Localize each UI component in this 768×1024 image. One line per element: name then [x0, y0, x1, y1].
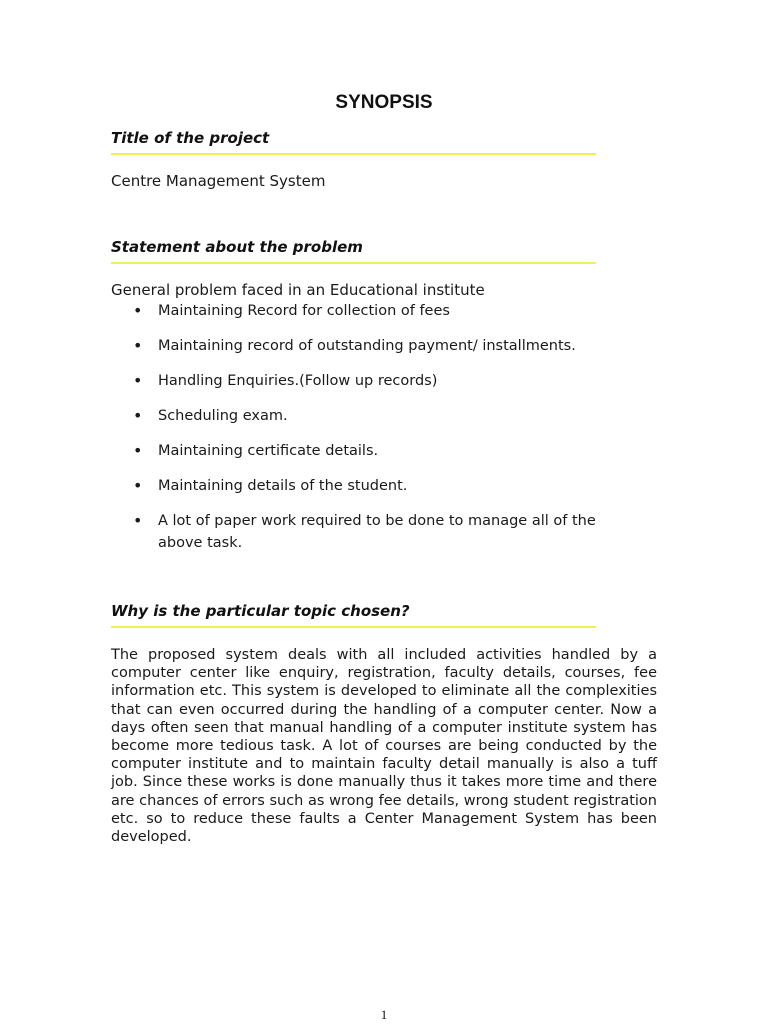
project-name: Centre Management System [111, 172, 326, 190]
project-title-underline [111, 153, 596, 155]
list-item: • Maintaining record of outstanding payment/ installments. [111, 335, 631, 357]
list-item: • Scheduling exam. [111, 405, 631, 427]
topic-paragraph: The proposed system deals with all included activities handled by a computer center like enquiry, registration, faculty details, courses, fee information etc. This system is developed to eliminate all the complexities that can even occurred during the handling of a computer center. Now a days often seen that manual handling of a computer institute system has become more tedious task. A lot of courses are being conducted by the computer institute and to maintain faculty detail manually is also a tuff job. Since these works is done manually thus it takes more time and there are chances of errors such as wrong fee details, wrong student registration etc. so to reduce these faults a Center Management System has been developed. [111, 647, 657, 846]
document-title: SYNOPSIS [335, 92, 433, 113]
list-item: • Maintaining Record for collection of fees [111, 300, 631, 322]
page-number: 1 [380, 1007, 388, 1022]
problem-heading: Statement about the problem [111, 238, 363, 256]
list-item: • Maintaining certificate details. [111, 440, 631, 462]
list-item: • Maintaining details of the student. [111, 475, 631, 497]
topic-underline [111, 626, 596, 628]
topic-heading: Why is the particular topic chosen? [111, 602, 410, 620]
list-item: • Handling Enquiries.(Follow up records) [111, 370, 631, 392]
list-item: • A lot of paper work required to be done to manage all of the above task. [111, 510, 628, 554]
problem-list [111, 300, 631, 554]
project-title-heading: Title of the project [111, 129, 270, 147]
problem-intro: General problem faced in an Educational institute [111, 281, 485, 299]
problem-underline [111, 262, 596, 264]
